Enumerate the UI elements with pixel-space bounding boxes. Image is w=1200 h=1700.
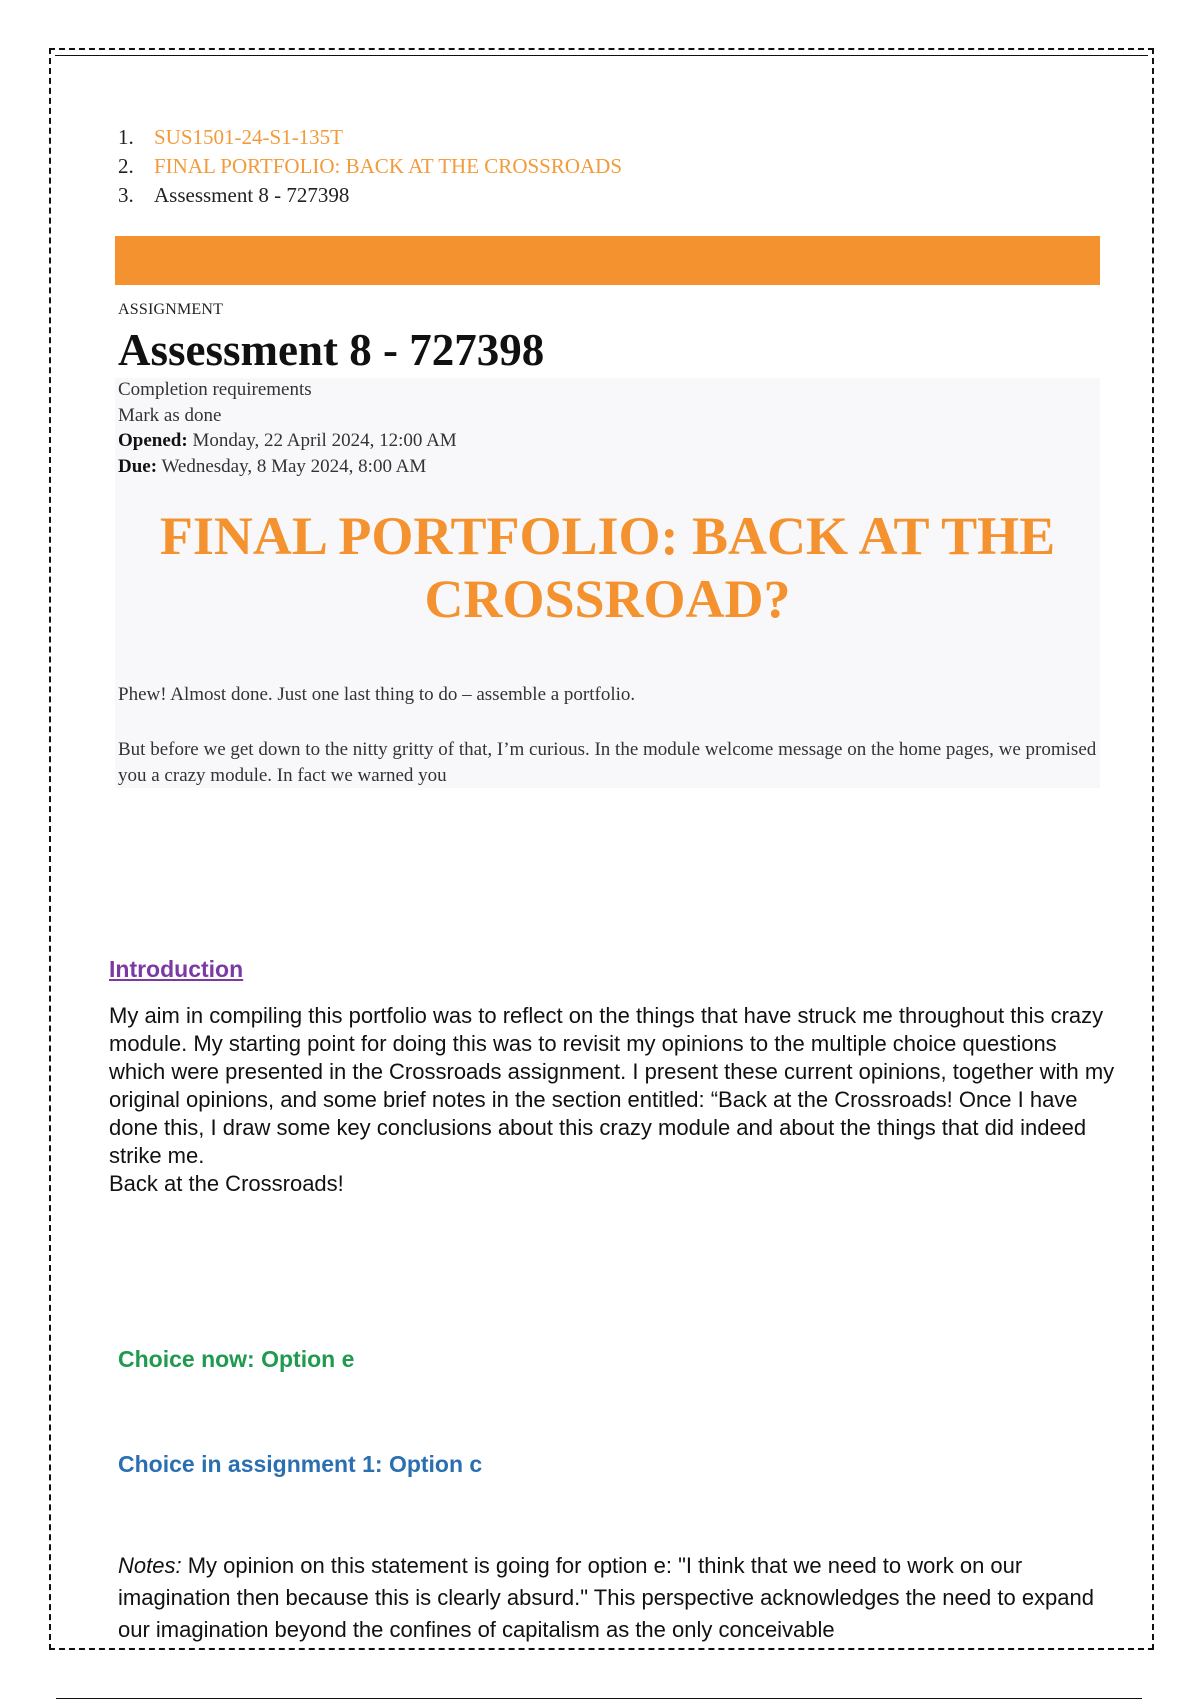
portfolio-heading-line1: FINAL PORTFOLIO: BACK AT THE: [159, 506, 1056, 566]
breadcrumb-number: 1.: [118, 125, 134, 149]
opened-label: Opened:: [118, 430, 188, 451]
activity-type-label: ASSIGNMENT: [118, 301, 224, 318]
activity-dates: [118, 377, 457, 479]
page-border: [49, 48, 1154, 1650]
choice-now-heading: Choice now: Option e: [118, 1346, 355, 1372]
due-label: Due:: [118, 455, 158, 477]
notes-label: Notes:: [118, 1553, 182, 1578]
due-value: Wednesday, 8 May 2024, 8:00 AM: [157, 455, 427, 477]
header-accent-bar: [115, 236, 1100, 285]
breadcrumb-item: [118, 181, 622, 210]
choice-assignment1-heading: Choice in assignment 1: Option c: [118, 1451, 483, 1477]
breadcrumb-link-course[interactable]: SUS1501-24-S1-135T: [154, 125, 344, 149]
portfolio-heading: [115, 505, 1100, 631]
breadcrumb-link-section[interactable]: FINAL PORTFOLIO: BACK AT THE CROSSROADS: [154, 154, 623, 178]
breadcrumb-current: Assessment 8 - 727398: [154, 183, 350, 207]
breadcrumb: [118, 123, 622, 210]
description-paragraph-1: Phew! Almost done. Just one last thing to do – assemble a portfolio.: [118, 684, 636, 705]
introduction-text: My aim in compiling this portfolio was to reflect on the things that have struck me throughout this crazy module. My starting point for doing this was to revisit my opinions to the multiple choice questions which were presented in the Crossroads assignment. I present these current opinions, together with my original opinions, and some brief notes in the section entitled: “Back at the Crossroads! Once I have done this, I draw some key conclusions about this crazy module and about the things that did indeed strike me.: [109, 1003, 1115, 1168]
mark-as-done-button[interactable]: Mark as done: [118, 404, 222, 426]
breadcrumb-number: 2.: [118, 154, 134, 178]
page-title: Assessment 8 - 727398: [118, 325, 545, 375]
description-paragraph-2: But before we get down to the nitty gritty of that, I’m curious. In the module welcome message on the home pages, we promised you a crazy module. In fact we warned you: [118, 739, 1097, 786]
breadcrumb-number: 3.: [118, 183, 134, 207]
introduction-body: [109, 1002, 1119, 1198]
breadcrumb-item[interactable]: [118, 123, 622, 152]
back-at-crossroads-line: Back at the Crossroads!: [109, 1171, 344, 1196]
portfolio-heading-line2: CROSSROAD?: [424, 569, 791, 629]
breadcrumb-item[interactable]: [118, 152, 622, 181]
opened-value: Monday, 22 April 2024, 12:00 AM: [187, 430, 457, 451]
completion-requirements-toggle[interactable]: Completion requirements: [118, 379, 312, 400]
notes-paragraph: [118, 1550, 1108, 1646]
notes-text: My opinion on this statement is going for option e: "I think that we need to work on our imagination then because this is clearly absurd." This perspective acknowledges the need to expand our imagination beyond the confines of capitalism as the only conceivable: [118, 1553, 1094, 1642]
due-date: [118, 454, 457, 480]
bottom-rule: [56, 1698, 1142, 1699]
opened-date: [118, 428, 457, 454]
introduction-heading: Introduction: [109, 956, 244, 982]
